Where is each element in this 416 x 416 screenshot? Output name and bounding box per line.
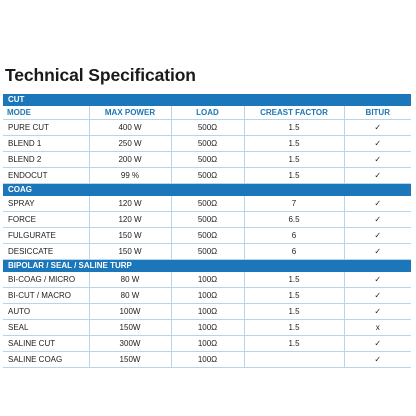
table-row [3, 120, 411, 136]
section-title: CUT [3, 94, 411, 106]
table-row [3, 228, 411, 244]
cell-max-power: 120 W [89, 212, 171, 228]
cell-max-power: 150 W [89, 228, 171, 244]
cell-max-power: 400 W [89, 120, 171, 136]
cell-crest-factor: 1.5 [244, 304, 344, 320]
section-header [3, 260, 411, 272]
cell-mode: SEAL [3, 320, 89, 336]
cell-mode: AUTO [3, 304, 89, 320]
cell-max-power: 150W [89, 320, 171, 336]
cell-bitur: ✓ [344, 212, 411, 228]
column-header-crest-factor: CREAST FACTOR [244, 106, 344, 120]
cell-max-power: 120 W [89, 196, 171, 212]
table-row [3, 212, 411, 228]
cell-bitur: ✓ [344, 272, 411, 288]
table-row [3, 320, 411, 336]
cell-crest-factor: 6.5 [244, 212, 344, 228]
cell-mode: SALINE COAG [3, 352, 89, 368]
cell-load: 500Ω [171, 228, 244, 244]
section-header [3, 94, 411, 106]
column-header-max-power: MAX POWER [89, 106, 171, 120]
cell-bitur: ✓ [344, 352, 411, 368]
cell-mode: BI-CUT / MACRO [3, 288, 89, 304]
cell-crest-factor: 1.5 [244, 288, 344, 304]
cell-load: 500Ω [171, 120, 244, 136]
cell-crest-factor: 1.5 [244, 168, 344, 184]
cell-load: 500Ω [171, 196, 244, 212]
cell-bitur: ✓ [344, 304, 411, 320]
table-row [3, 288, 411, 304]
table-row [3, 196, 411, 212]
column-header-load: LOAD [171, 106, 244, 120]
column-header-bitur: BITUR [344, 106, 411, 120]
cell-crest-factor: 1.5 [244, 272, 344, 288]
cell-bitur: ✓ [344, 336, 411, 352]
cell-max-power: 200 W [89, 152, 171, 168]
section-title: BIPOLAR / SEAL / SALINE TURP [3, 260, 411, 272]
cell-load: 500Ω [171, 152, 244, 168]
cell-bitur: ✓ [344, 152, 411, 168]
column-header-row [3, 106, 411, 120]
cell-bitur: ✓ [344, 228, 411, 244]
cell-crest-factor: 1.5 [244, 320, 344, 336]
section-title: COAG [3, 184, 411, 196]
table-row [3, 244, 411, 260]
cell-crest-factor [244, 352, 344, 368]
cell-mode: SALINE CUT [3, 336, 89, 352]
cell-load: 100Ω [171, 272, 244, 288]
cell-crest-factor: 6 [244, 244, 344, 260]
cell-load: 500Ω [171, 168, 244, 184]
table-row [3, 352, 411, 368]
cell-crest-factor: 1.5 [244, 336, 344, 352]
cell-load: 500Ω [171, 136, 244, 152]
cell-mode: BI-COAG / MICRO [3, 272, 89, 288]
cell-mode: ENDOCUT [3, 168, 89, 184]
cell-bitur: x [344, 320, 411, 336]
cell-max-power: 80 W [89, 272, 171, 288]
cell-mode: SPRAY [3, 196, 89, 212]
cell-max-power: 80 W [89, 288, 171, 304]
spec-table [3, 94, 411, 368]
cell-load: 500Ω [171, 212, 244, 228]
cell-mode: BLEND 2 [3, 152, 89, 168]
cell-bitur: ✓ [344, 196, 411, 212]
table-row [3, 272, 411, 288]
cell-mode: DESICCATE [3, 244, 89, 260]
cell-bitur: ✓ [344, 120, 411, 136]
cell-mode: FULGURATE [3, 228, 89, 244]
cell-crest-factor: 6 [244, 228, 344, 244]
cell-crest-factor: 1.5 [244, 120, 344, 136]
cell-max-power: 150 W [89, 244, 171, 260]
table-row [3, 304, 411, 320]
cell-crest-factor: 7 [244, 196, 344, 212]
section-header [3, 184, 411, 196]
cell-mode: FORCE [3, 212, 89, 228]
cell-load: 100Ω [171, 352, 244, 368]
cell-max-power: 250 W [89, 136, 171, 152]
cell-load: 100Ω [171, 336, 244, 352]
cell-max-power: 300W [89, 336, 171, 352]
cell-crest-factor: 1.5 [244, 152, 344, 168]
table-row [3, 168, 411, 184]
cell-mode: BLEND 1 [3, 136, 89, 152]
table-row [3, 336, 411, 352]
cell-max-power: 100W [89, 304, 171, 320]
cell-max-power: 99 % [89, 168, 171, 184]
cell-load: 100Ω [171, 288, 244, 304]
cell-mode: PURE CUT [3, 120, 89, 136]
cell-load: 100Ω [171, 304, 244, 320]
cell-max-power: 150W [89, 352, 171, 368]
table-row [3, 136, 411, 152]
cell-crest-factor: 1.5 [244, 136, 344, 152]
page-title: Technical Specification [5, 65, 196, 85]
cell-bitur: ✓ [344, 244, 411, 260]
cell-bitur: ✓ [344, 168, 411, 184]
cell-bitur: ✓ [344, 288, 411, 304]
cell-load: 100Ω [171, 320, 244, 336]
cell-load: 500Ω [171, 244, 244, 260]
cell-bitur: ✓ [344, 136, 411, 152]
table-row [3, 152, 411, 168]
column-header-mode: MODE [3, 106, 89, 120]
